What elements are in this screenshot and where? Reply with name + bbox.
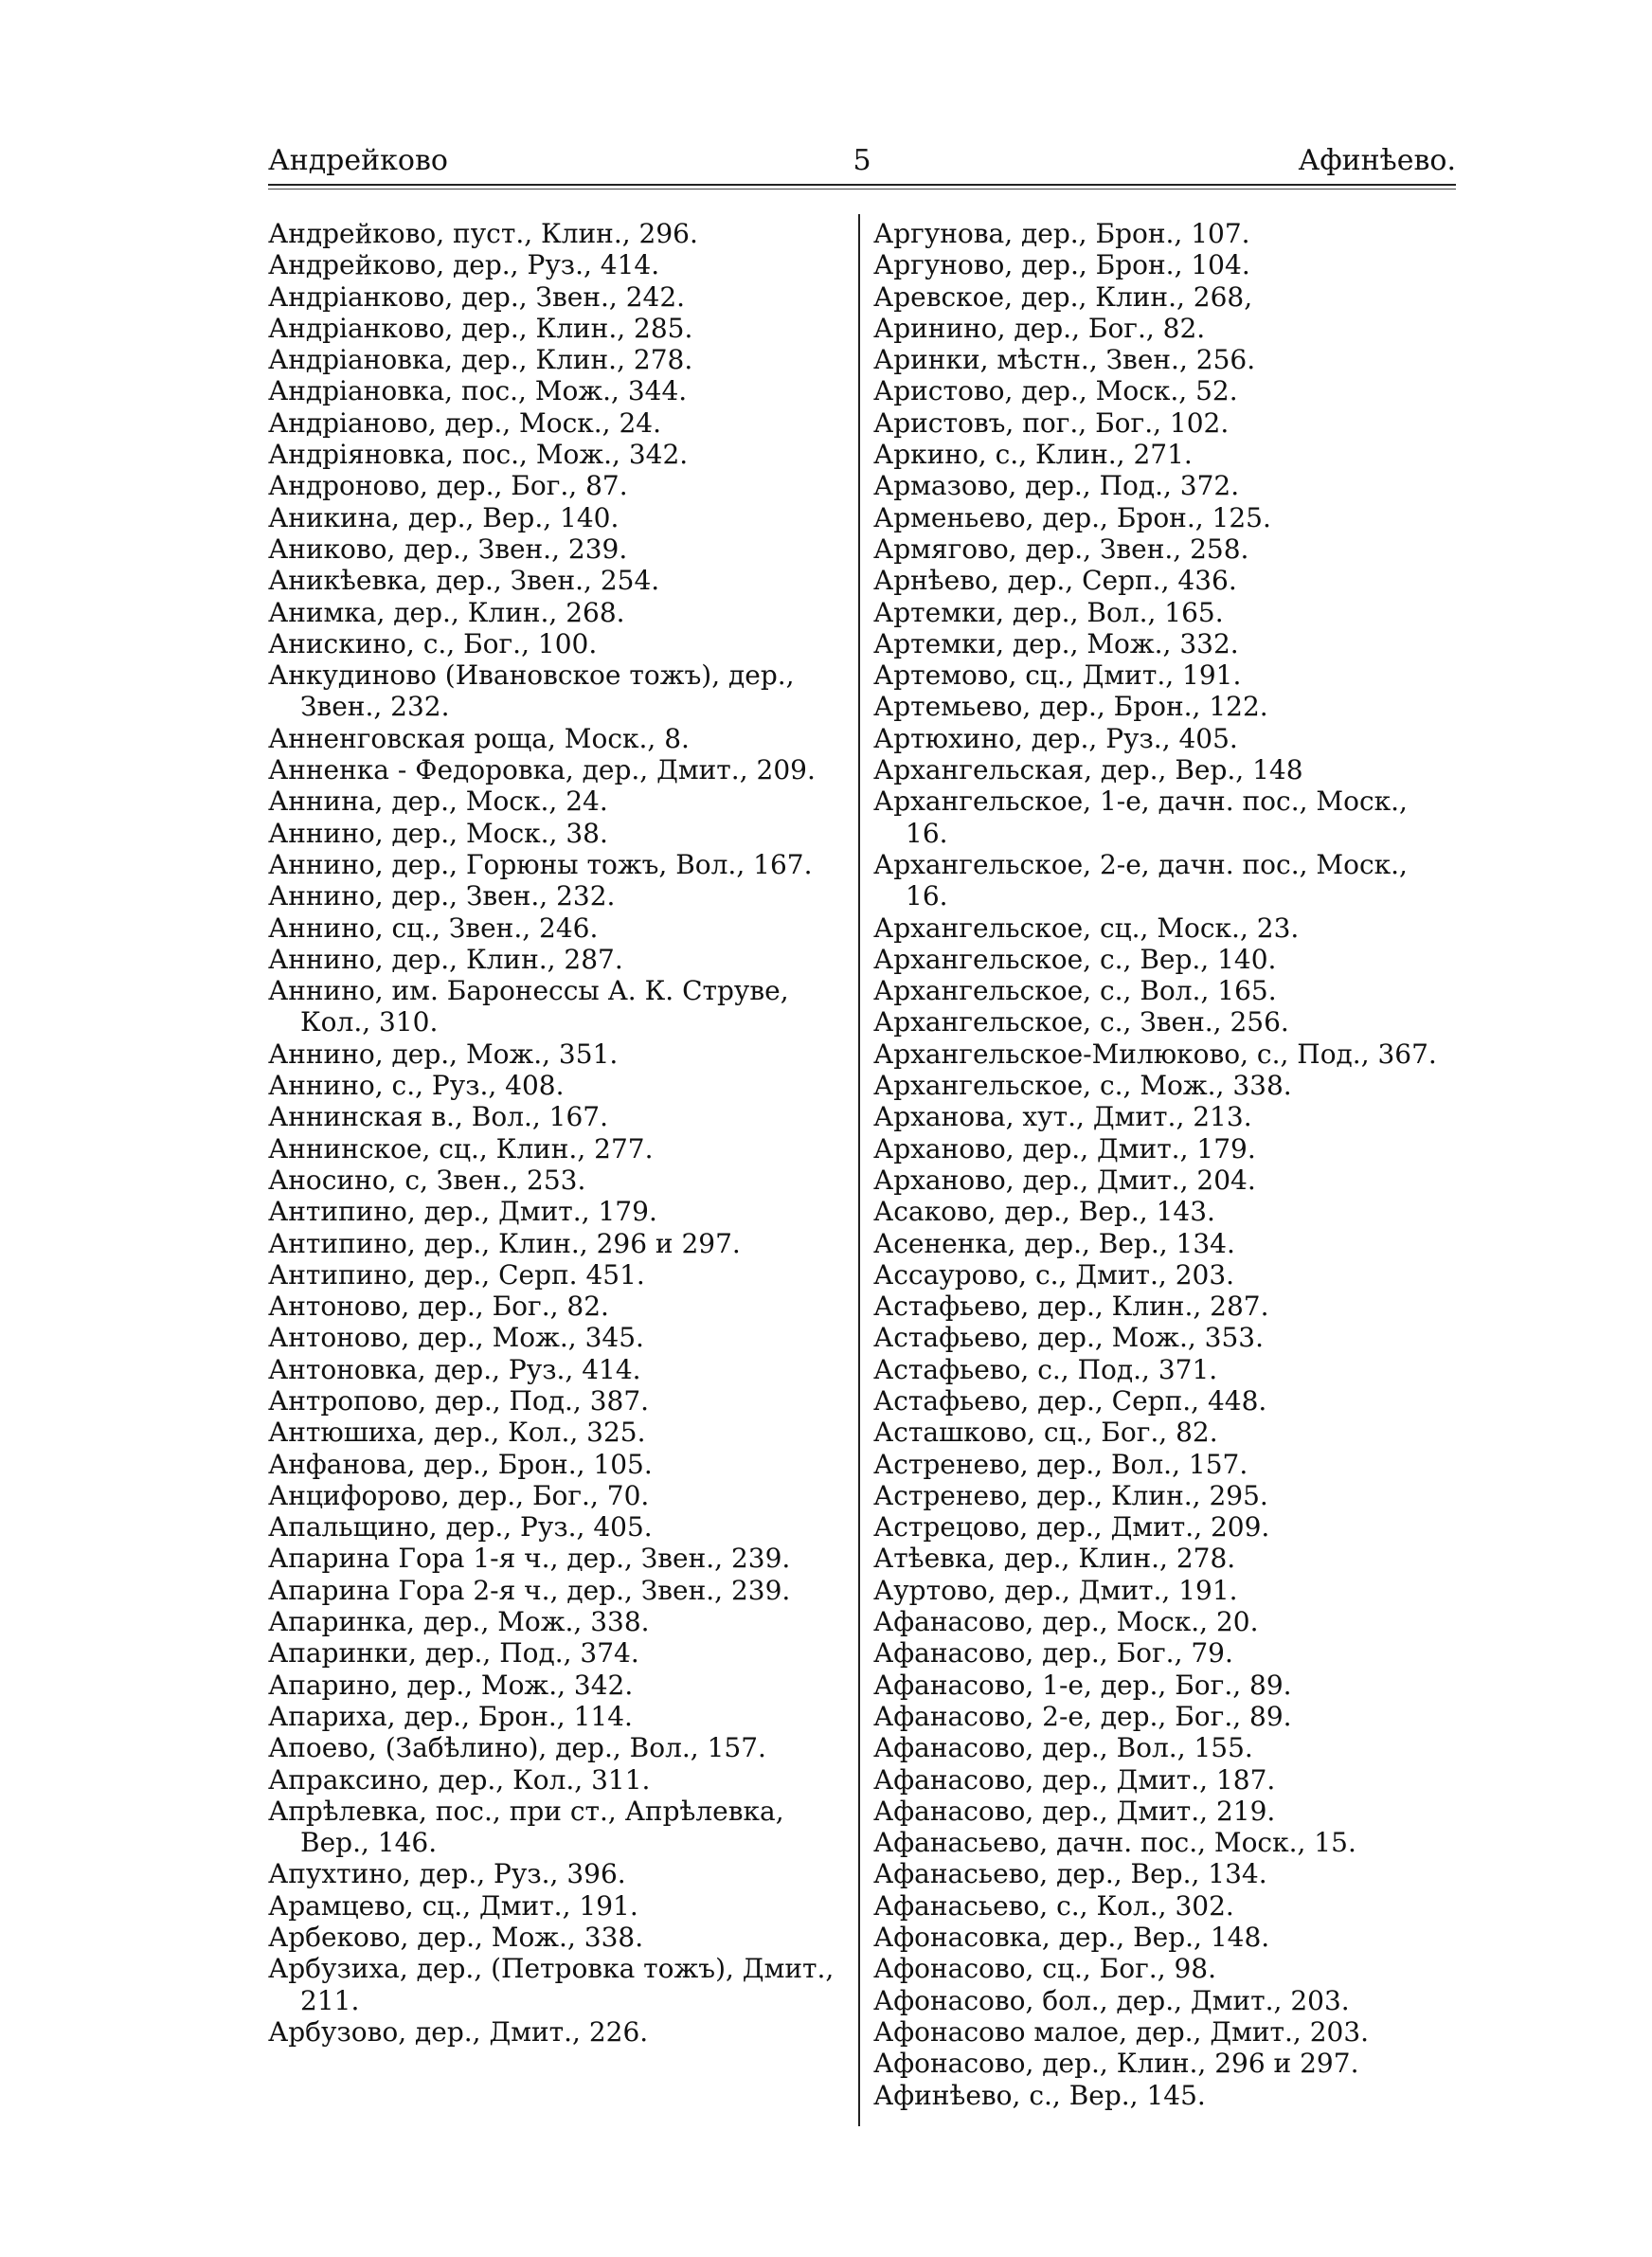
index-entry: Арбузово, дер., Дмит., 226. bbox=[268, 2015, 649, 2048]
index-entry: Аниково, дер., Звен., 239. bbox=[268, 533, 628, 565]
index-entry: Архангельское, с., Мож., 338. bbox=[873, 1070, 1292, 1102]
index-entry: Аргунова, дер., Брон., 107. bbox=[873, 218, 1250, 249]
index-entry: Аристовъ, пог., Бог., 102. bbox=[873, 406, 1230, 439]
index-entry: Андрейково, пуст., Клин., 296. bbox=[268, 218, 698, 249]
index-entry: Афанасово, 2-е, дер., Бог., 89. bbox=[873, 1700, 1292, 1732]
index-entry: Асененка, дер., Вер., 134. bbox=[873, 1227, 1235, 1259]
index-entry: Афонасово, бол., дер., Дмит., 203. bbox=[873, 1984, 1350, 2016]
index-entry: Афинѣево, с., Вер., 145. bbox=[873, 2079, 1206, 2111]
index-entry: Арнѣево, дер., Серп., 436. bbox=[873, 565, 1237, 597]
index-entry: Антипино, дер., Клин., 296 и 297. bbox=[268, 1227, 741, 1259]
index-entry: Аннино, сц., Звен., 246. bbox=[268, 912, 599, 944]
index-entry: Афанасово, дер., Вол., 155. bbox=[873, 1732, 1253, 1764]
index-entry: Афанасово, дер., Моск., 20. bbox=[873, 1606, 1259, 1638]
index-entry: Афанасьево, с., Кол., 302. bbox=[873, 1889, 1234, 1922]
index-entry: Арханова, хут., Дмит., 213. bbox=[873, 1101, 1252, 1133]
index-entry: Арменьево, дер., Брон., 125. bbox=[873, 501, 1271, 533]
index-entry: Армягово, дер., Звен., 258. bbox=[873, 533, 1249, 565]
index-entry: Антоново, дер., Бог., 82. bbox=[268, 1291, 609, 1323]
index-entry: Арханово, дер., Дмит., 179. bbox=[873, 1132, 1256, 1165]
index-entry: Апухтино, дер., Руз., 396. bbox=[268, 1858, 626, 1890]
index-entry: Арамцево, сц., Дмит., 191. bbox=[268, 1889, 638, 1922]
index-entry: Асташково, сц., Бог., 82. bbox=[873, 1417, 1218, 1449]
index-entry: Апаринка, дер., Мож., 338. bbox=[268, 1606, 650, 1638]
index-entry: Анимка, дер., Клин., 268. bbox=[268, 596, 625, 628]
index-entry: Афанасово, дер., Дмит., 219. bbox=[873, 1795, 1276, 1827]
index-entry: Астренево, дер., Клин., 295. bbox=[873, 1479, 1268, 1511]
index-entry: Антипино, дер., Серп. 451. bbox=[268, 1258, 645, 1291]
index-entry: Афанасьево, дер., Вер., 134. bbox=[873, 1858, 1267, 1890]
header-rule-thin bbox=[268, 189, 1456, 190]
running-head-right: Афинѣево. bbox=[1298, 144, 1456, 177]
index-entry: Апарино, дер., Мож., 342. bbox=[268, 1669, 634, 1701]
index-entry: Антропово, дер., Под., 387. bbox=[268, 1384, 650, 1417]
index-entry: Аринки, мѣстн., Звен., 256. bbox=[873, 344, 1256, 376]
index-entry: Аннино, с., Руз., 408. bbox=[268, 1070, 565, 1102]
index-entry: Ауртово, дер., Дмит., 191. bbox=[873, 1574, 1238, 1606]
index-entry: Аннино, дер., Мож., 351. bbox=[268, 1038, 619, 1070]
index-entry: Афанасьево, дачн. пос., Моск., 15. bbox=[873, 1827, 1356, 1859]
index-entry: Аносино, с, Звен., 253. bbox=[268, 1164, 586, 1196]
index-entry: Арбузиха, дер., (Петровка тожъ), Дмит., 211. bbox=[268, 1953, 835, 2016]
index-entry: Архангельское-Милюково, с., Под., 367. bbox=[873, 1038, 1437, 1070]
index-entry: Антоновка, дер., Руз., 414. bbox=[268, 1353, 641, 1385]
index-entry: Арбеково, дер., Мож., 338. bbox=[268, 1922, 644, 1954]
index-entry: Андріанково, дер., Звен., 242. bbox=[268, 280, 686, 313]
index-entry: Анфанова, дер., Брон., 105. bbox=[268, 1448, 653, 1480]
index-entry: Апальщино, дер., Руз., 405. bbox=[268, 1511, 653, 1544]
index-entry: Атѣевка, дер., Клин., 278. bbox=[873, 1543, 1236, 1575]
index-entry: Астафьево, с., Под., 371. bbox=[873, 1353, 1218, 1385]
index-entry: Анискино, с., Бог., 100. bbox=[268, 627, 598, 659]
index-entry: Аннино, дер., Клин., 287. bbox=[268, 943, 623, 975]
index-entry: Архангельское, 2-е, дачн. пос., Моск., 16. bbox=[873, 848, 1408, 912]
index-entry: Аннино, дер., Горюны тожъ, Вол., 167. bbox=[268, 848, 813, 880]
column-divider bbox=[858, 214, 860, 2126]
index-entry: Аристово, дер., Моск., 52. bbox=[873, 375, 1238, 407]
index-entry: Андріяновка, пос., Мож., 342. bbox=[268, 439, 689, 471]
left-column bbox=[268, 218, 848, 2048]
index-entry: Аркино, с., Клин., 271. bbox=[873, 439, 1193, 471]
index-entry: Апарина Гора 2-я ч., дер., Звен., 239. bbox=[268, 1574, 791, 1606]
index-entry: Астафьево, дер., Клин., 287. bbox=[873, 1291, 1269, 1323]
index-entry: Антюшиха, дер., Кол., 325. bbox=[268, 1417, 646, 1449]
index-entry: Апрѣлевка, пос., при ст., Апрѣлевка, Вер., 146. bbox=[268, 1795, 784, 1859]
index-entry: Аникина, дер., Вер., 140. bbox=[268, 501, 620, 533]
index-entry: Архангельское, 1-е, дачн. пос., Моск., 16. bbox=[873, 785, 1408, 849]
index-entry: Архангельское, с., Звен., 256. bbox=[873, 1006, 1289, 1038]
index-entry: Апарина Гора 1-я ч., дер., Звен., 239. bbox=[268, 1543, 791, 1575]
index-entry: Аревское, дер., Клин., 268, bbox=[873, 280, 1253, 313]
index-entry: Архангельское, с., Вол., 165. bbox=[873, 975, 1277, 1007]
index-entry: Андріаново, дер., Моск., 24. bbox=[268, 406, 661, 439]
index-entry: Астрецово, дер., Дмит., 209. bbox=[873, 1511, 1270, 1544]
index-entry: Афанасово, 1-е, дер., Бог., 89. bbox=[873, 1669, 1292, 1701]
index-entry: Афонасово, дер., Клин., 296 и 297. bbox=[873, 2048, 1359, 2080]
index-entry: Аннино, им. Баронессы А. К. Струве, Кол., 310. bbox=[268, 975, 789, 1038]
index-entry: Анненка - Федоровка, дер., Дмит., 209. bbox=[268, 754, 816, 786]
index-entry: Апариха, дер., Брон., 114. bbox=[268, 1700, 633, 1732]
index-entry: Армазово, дер., Под., 372. bbox=[873, 470, 1240, 502]
index-entry: Афанасово, дер., Дмит., 187. bbox=[873, 1763, 1276, 1796]
index-entry: Астренево, дер., Вол., 157. bbox=[873, 1448, 1248, 1480]
index-entry: Апаринки, дер., Под., 374. bbox=[268, 1637, 639, 1670]
index-entry: Артемки, дер., Вол., 165. bbox=[873, 596, 1224, 628]
index-entry: Андріанково, дер., Клин., 285. bbox=[268, 312, 693, 344]
index-entry: Артемки, дер., Мож., 332. bbox=[873, 627, 1239, 659]
page-header bbox=[268, 142, 1456, 186]
right-column bbox=[873, 218, 1456, 2111]
index-entry: Андріановка, дер., Клин., 278. bbox=[268, 344, 693, 376]
index-entry: Астафьево, дер., Мож., 353. bbox=[873, 1322, 1264, 1354]
index-entry: Аннинская в., Вол., 167. bbox=[268, 1101, 609, 1133]
index-entry: Анкудиново (Ивановское тожъ), дер., Звен., 232. bbox=[268, 659, 795, 723]
index-entry: Архангельское, сц., Моск., 23. bbox=[873, 912, 1300, 944]
index-entry: Аннино, дер., Звен., 232. bbox=[268, 880, 616, 912]
index-entry: Антоново, дер., Мож., 345. bbox=[268, 1322, 644, 1354]
index-entry: Ассаурово, с., Дмит., 203. bbox=[873, 1258, 1235, 1291]
index-entry: Аринино, дер., Бог., 82. bbox=[873, 312, 1206, 344]
index-entry: Архангельская, дер., Вер., 148 bbox=[873, 754, 1303, 786]
index-entry: Аннино, дер., Моск., 38. bbox=[268, 817, 608, 849]
index-entry: Антипино, дер., Дмит., 179. bbox=[268, 1196, 657, 1228]
index-entry: Андріановка, пос., Мож., 344. bbox=[268, 375, 688, 407]
index-entry: Андроново, дер., Бог., 87. bbox=[268, 470, 628, 502]
index-entry: Афанасово, дер., Бог., 79. bbox=[873, 1637, 1233, 1670]
index-entry: Апоево, (Забѣлино), дер., Вол., 157. bbox=[268, 1732, 766, 1764]
index-entry: Аннинское, сц., Клин., 277. bbox=[268, 1132, 654, 1165]
index-entry: Арханово, дер., Дмит., 204. bbox=[873, 1164, 1256, 1196]
index-entry: Анцифорово, дер., Бог., 70. bbox=[268, 1479, 650, 1511]
index-entry: Афонасово, сц., Бог., 98. bbox=[873, 1953, 1217, 1985]
index-entry: Артюхино, дер., Руз., 405. bbox=[873, 722, 1238, 754]
index-entry: Андрейково, дер., Руз., 414. bbox=[268, 249, 660, 281]
index-entry: Артемово, сц., Дмит., 191. bbox=[873, 659, 1242, 692]
index-entry: Асаково, дер., Вер., 143. bbox=[873, 1196, 1215, 1228]
index-entry: Афонасово малое, дер., Дмит., 203. bbox=[873, 2015, 1370, 2048]
index-entry: Аникѣевка, дер., Звен., 254. bbox=[268, 565, 660, 597]
index-entry: Анненговская роща, Моск., 8. bbox=[268, 722, 690, 754]
index-entry: Аргуново, дер., Брон., 104. bbox=[873, 249, 1250, 281]
index-entry: Астафьево, дер., Серп., 448. bbox=[873, 1384, 1267, 1417]
index-entry: Артемьево, дер., Брон., 122. bbox=[873, 691, 1268, 723]
index-entry: Архангельское, с., Вер., 140. bbox=[873, 943, 1277, 975]
index-entry: Апраксино, дер., Кол., 311. bbox=[268, 1763, 651, 1796]
running-head-left: Андрейково bbox=[268, 144, 448, 177]
page-number: 5 bbox=[853, 144, 871, 177]
header-rule bbox=[268, 184, 1456, 186]
index-entry: Аннина, дер., Моск., 24. bbox=[268, 785, 608, 818]
index-entry: Афонасовка, дер., Вер., 148. bbox=[873, 1922, 1270, 1954]
